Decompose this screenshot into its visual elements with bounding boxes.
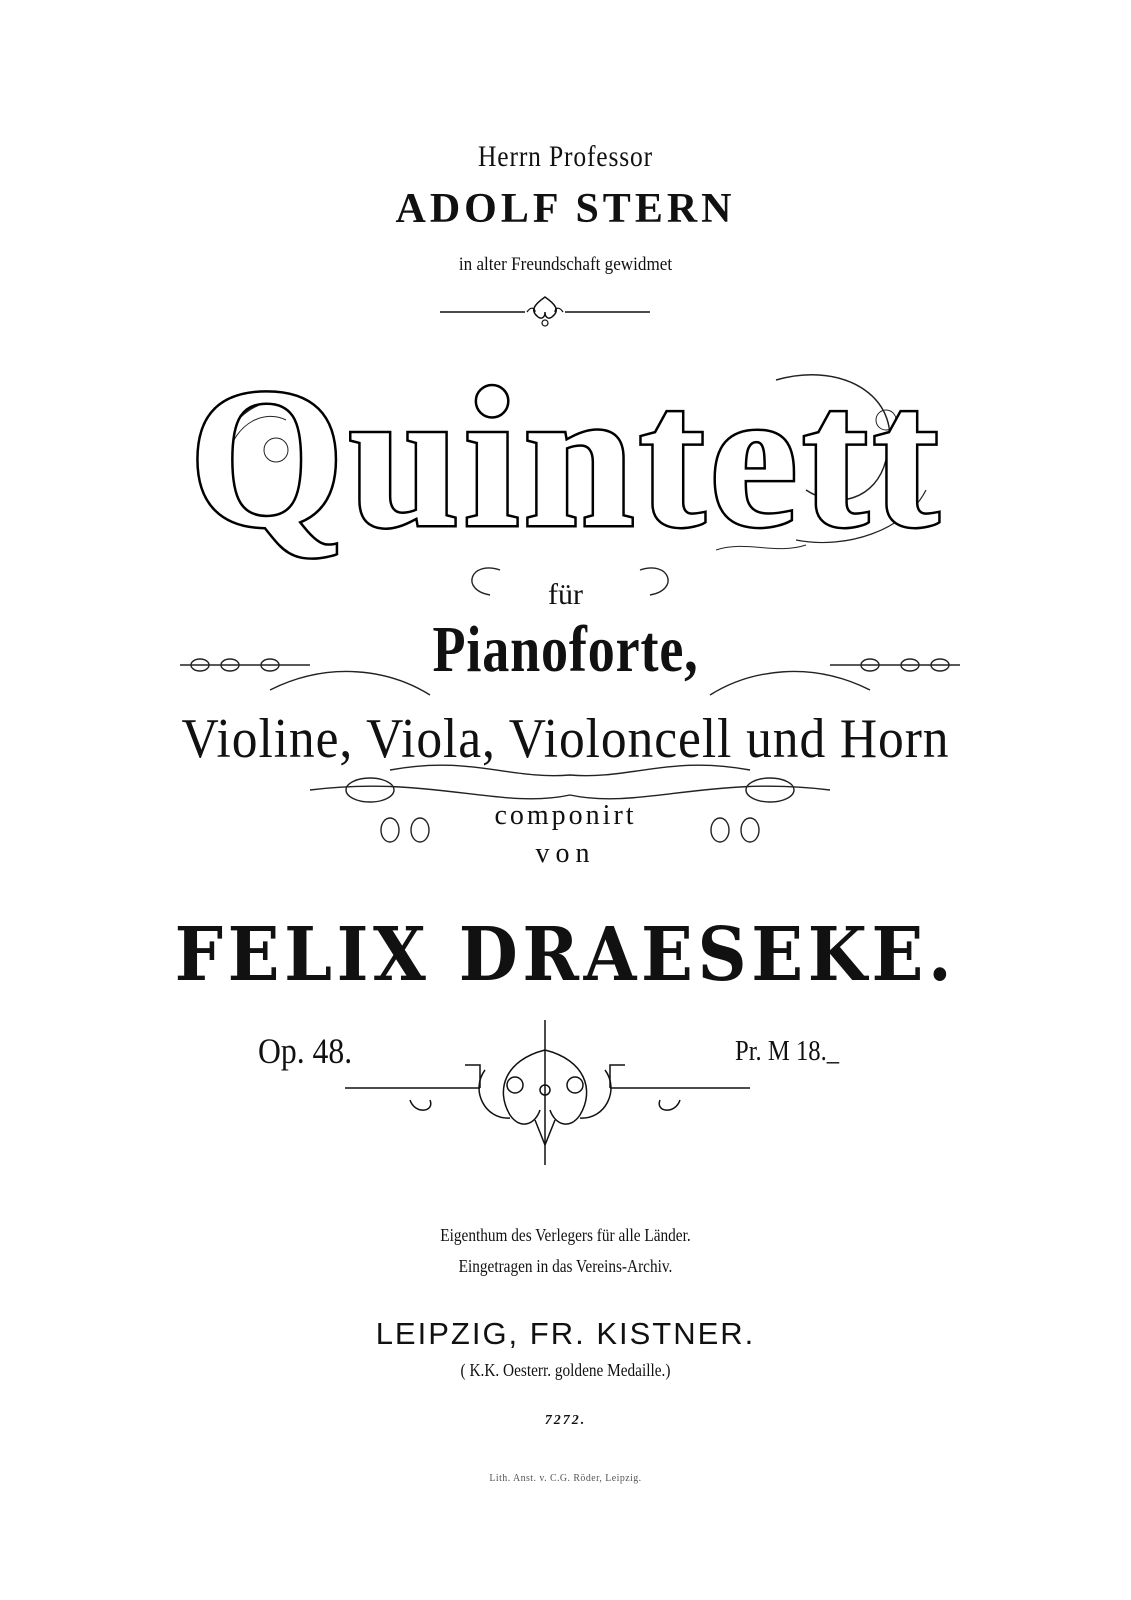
title-text: Quintett [188, 348, 943, 569]
composer-name: FELIX DRAESEKE. [174, 912, 957, 998]
von-label: von [535, 838, 596, 869]
price: Pr. M 18._ [735, 1036, 840, 1067]
instruments-strings-horn: Violine, Viola, Violoncell und Horn [181, 708, 950, 770]
instrument-pianoforte: Pianoforte, [432, 613, 699, 686]
registration-notice: Eingetragen in das Vereins-Archiv. [458, 1256, 673, 1276]
medal-notice: ( K.K. Oesterr. goldene Medaille.) [460, 1360, 671, 1380]
title-flourish [186, 340, 946, 570]
property-notice: Eigenthum des Verlegers für alle Länder. [440, 1225, 691, 1245]
opus-number: Op. 48. [258, 1031, 353, 1071]
dedication-line-1: Herrn Professor [478, 140, 653, 173]
dedicatee-name: ADOLF STERN [395, 186, 736, 232]
dedication-divider-ornament [435, 292, 655, 332]
central-ornament [335, 1020, 795, 1170]
plate-number: 7272. [544, 1413, 587, 1428]
title-block [0, 340, 1131, 570]
dedication-line-3: in alter Freundschaft gewidmet [458, 254, 673, 275]
lithographer-credit: Lith. Anst. v. C.G. Röder, Leipzig. [489, 1472, 642, 1484]
componirt-label: componirt [494, 800, 637, 831]
fuer-label: für [548, 578, 583, 611]
publisher: LEIPZIG, FR. KISTNER. [375, 1316, 756, 1351]
